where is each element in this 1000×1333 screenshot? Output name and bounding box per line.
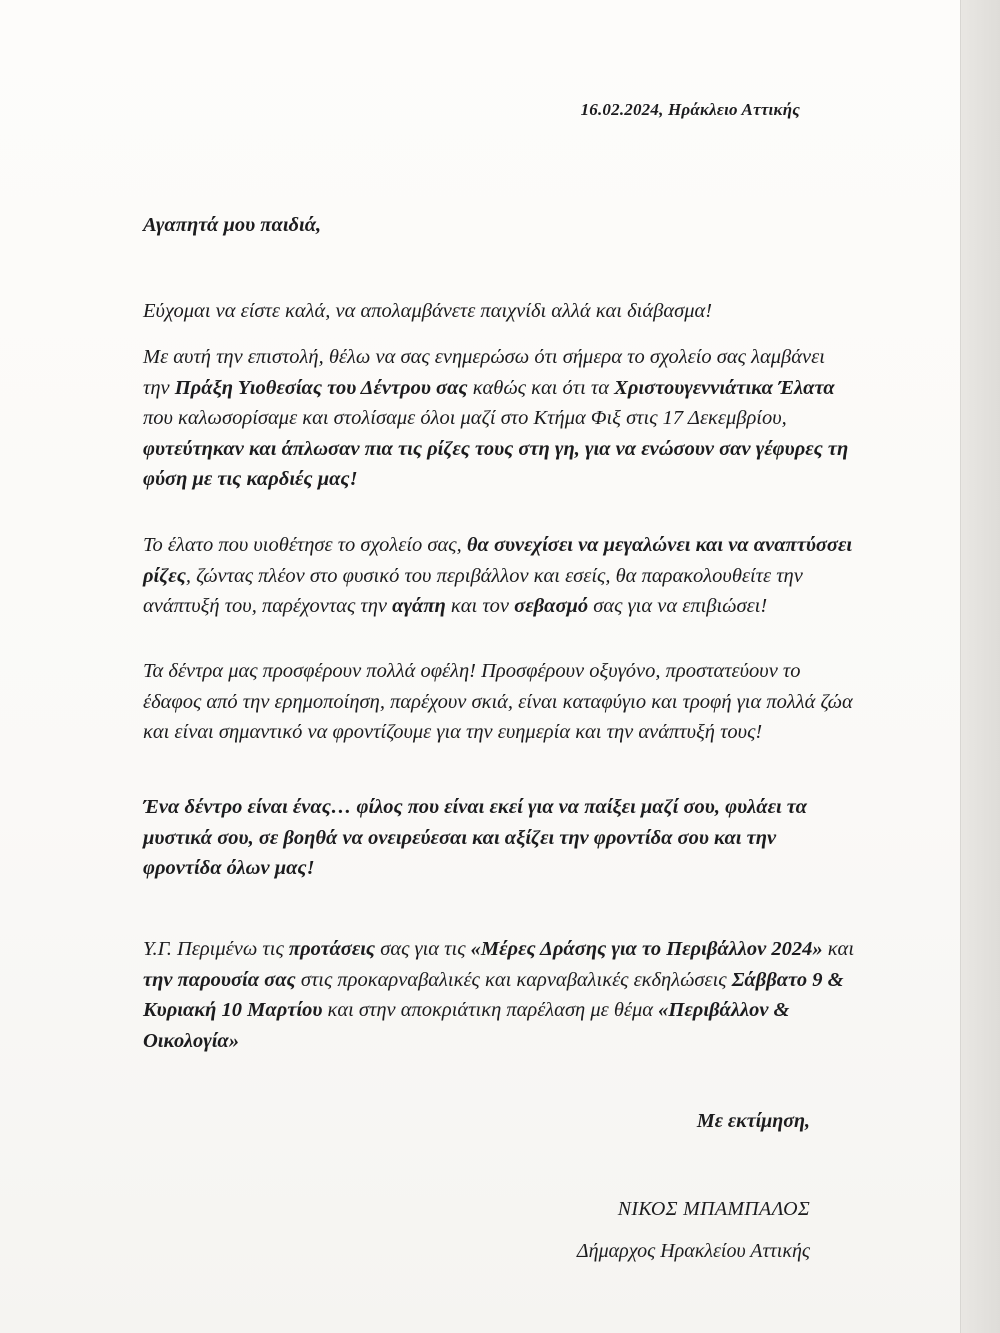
emphasis-grow: θα συνεχίσει να μεγαλώνει και να αναπτύσσει ρίζες xyxy=(143,534,853,587)
emphasis-presence: την παρουσία σας xyxy=(143,968,296,991)
paragraph-text: σας για να επιβιώσει! xyxy=(588,595,768,617)
paragraph-text: στις προκαρναβαλικές και καρναβαλικές εκδηλώσεις xyxy=(295,968,732,991)
page-edge-shadow xyxy=(960,0,1000,1333)
paragraph-text: Το έλατο που υιοθέτησε το σχολείο σας, xyxy=(143,534,467,556)
paragraph-greeting: Εύχομαι να είστε καλά, να απολαμβάνετε παιχνίδι αλλά και διάβασμα! xyxy=(143,300,713,322)
signer-title: Δήμαρχος Ηρακλείου Αττικής xyxy=(576,1240,810,1262)
emphasis-proposals: προτάσεις xyxy=(288,938,376,960)
postscript xyxy=(143,934,855,1056)
emphasis-action-days: «Μέρες Δράσης για το Περιβάλλον 2024» xyxy=(470,938,823,960)
emphasis-parade-theme: «Περιβάλλον & Οικολογία» xyxy=(143,999,790,1052)
paragraph-text: που καλωσορίσαμε και στολίσαμε όλοι μαζί στο Κτήμα Φιξ στις 17 Δεκεμβρίου, xyxy=(143,407,787,429)
signer-name: ΝΙΚΟΣ ΜΠΑΜΠΑΛΟΣ xyxy=(617,1198,810,1220)
paragraph-text: , ζώντας πλέον στο φυσικό του περιβάλλον και εσείς, θα παρακολουθείτε την ανάπτυξή του, παρέχοντας την xyxy=(143,564,803,617)
paragraph-growth xyxy=(143,530,855,622)
emphasis-dates: Σάββατο 9 & Κυριακή 10 Μαρτίου xyxy=(143,968,844,1021)
paragraph-text: Υ.Γ. Περιμένω τις xyxy=(143,938,289,960)
paragraph-text: και στην αποκριάτικη παρέλαση με θέμα xyxy=(322,999,659,1021)
paragraph-benefits: Τα δέντρα μας προσφέρουν πολλά οφέλη! Προσφέρουν οξυγόνο, προστατεύουν το έδαφος από την ερημοποίηση, παρέχουν σκιά, είναι καταφύγιο και τροφή για πολλά ζώα και είναι σημαντικό να φροντίζουμε για την ευημερία και την ανάπτυξή τους! xyxy=(143,660,853,743)
emphasis-christmas-firs: Χριστουγεννιάτικα Έλατα xyxy=(614,376,835,399)
paragraph-text: και τον xyxy=(445,595,515,617)
emphasis-love: αγάπη xyxy=(392,595,446,617)
emphasis-respect: σεβασμό xyxy=(514,595,589,617)
paragraph-adoption xyxy=(143,342,855,495)
closing: Με εκτίμηση, xyxy=(696,1110,810,1132)
paragraph-friend: Ένα δέντρο είναι ένας… φίλος που είναι εκεί για να παίξει μαζί σου, φυλάει τα μυστικά σου, σε βοηθά να ονειρεύεσαι και αξίζει την φροντίδα σου και την φροντίδα όλων μας! xyxy=(143,796,807,879)
date-place: 16.02.2024, Ηράκλειο Αττικής xyxy=(580,100,800,119)
salutation: Αγαπητά μου παιδιά, xyxy=(143,214,322,236)
paragraph-text: καθώς και ότι τα xyxy=(467,376,615,399)
paragraph-text: Με αυτή την επιστολή, θέλω να σας ενημερώσω ότι σήμερα το σχολείο σας λαμβάνει την xyxy=(143,346,825,399)
emphasis-adoption-act: Πράξη Υιοθεσίας του Δέντρου σας xyxy=(174,376,468,399)
paragraph-text: σας για τις xyxy=(375,938,471,960)
emphasis-planted: φυτεύτηκαν και άπλωσαν πια τις ρίζες τους στη γη, για να ενώσουν σαν γέφυρες τη φύση με τις καρδιές μας! xyxy=(143,437,849,490)
paragraph-text: και xyxy=(822,938,855,960)
